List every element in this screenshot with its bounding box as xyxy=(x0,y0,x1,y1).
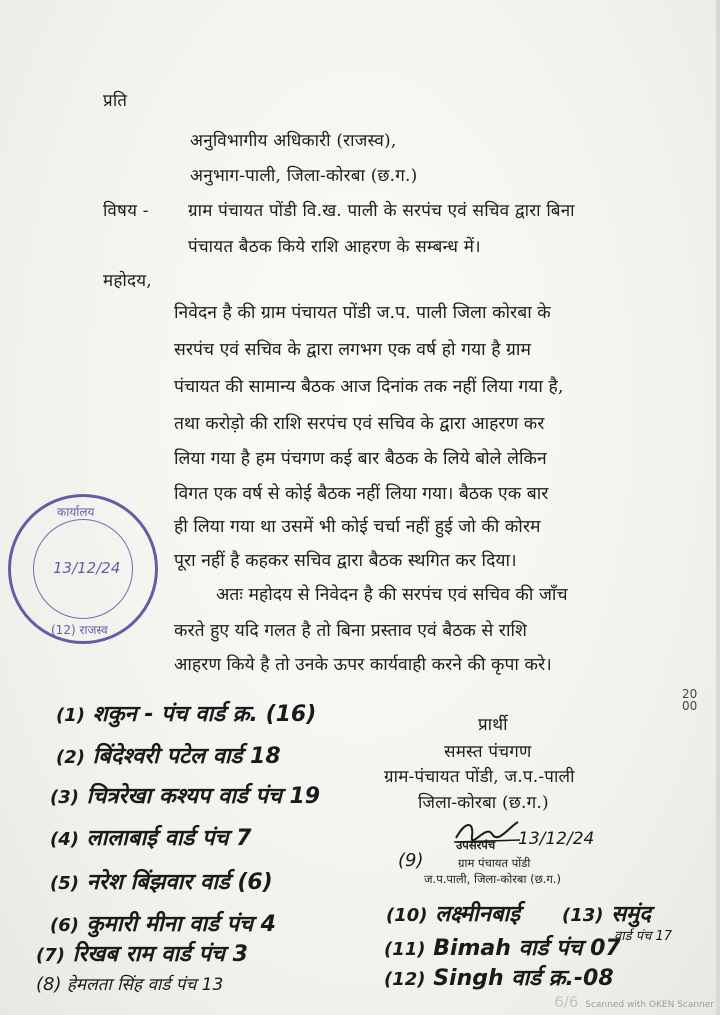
signature-text: शकुन - पंच वार्ड क्र. (16) xyxy=(92,702,317,727)
signature-text: कुमारी मीना वार्ड पंच 4 xyxy=(86,912,276,937)
signature-number: (1) xyxy=(56,705,85,726)
signature-text: लालाबाई वार्ड पंच 7 xyxy=(86,826,252,851)
signature-entry xyxy=(36,972,223,995)
body-line: करते हुए यदि गलत है तो बिना प्रस्ताव एवं बैठक से राशि xyxy=(174,621,527,641)
signature-text: नरेश बिंझवार वार्ड (6) xyxy=(86,870,273,895)
subject-line-1: ग्राम पंचायत पोंडी वि.ख. पाली के सरपंच एवं सचिव द्वारा बिना xyxy=(188,201,575,221)
prati-label: प्रति xyxy=(103,91,128,111)
signature-number: (2) xyxy=(56,747,85,768)
signature-number: (6) xyxy=(50,915,79,936)
body-line: आहरण किये है तो उनके ऊपर कार्यवाही करने की कृपा करे। xyxy=(174,655,552,675)
seal-date: 13/12/24 xyxy=(518,829,595,849)
signature-entry xyxy=(614,926,672,944)
page-edge xyxy=(716,0,720,1015)
page-number: 6/6 xyxy=(554,993,579,1011)
subject-label: विषय - xyxy=(103,201,149,221)
addressee-line-1: अनुविभागीय अधिकारी (राजस्व), xyxy=(190,131,397,151)
signature-number: (10) xyxy=(386,905,428,926)
signature-entry xyxy=(562,898,651,928)
signature-entry xyxy=(50,822,251,852)
body-line: तथा करोड़ो की राशि सरपंच एवं सचिव के द्वारा आहरण कर xyxy=(174,414,545,434)
scanner-footer xyxy=(554,993,714,1011)
applicant-line-3: जिला-कोरबा (छ.ग.) xyxy=(418,793,549,813)
addressee-line-2: अनुभाग-पाली, जिला-कोरबा (छ.ग.) xyxy=(190,166,418,186)
seal-line-1: ग्राम पंचायत पोंडी xyxy=(458,856,531,870)
applicant-line-2: ग्राम-पंचायत पोंडी, ज.प.-पाली xyxy=(384,767,575,787)
body-line: लिया गया है हम पंचगण कई बार बैठक के लिये बोले लेकिन xyxy=(174,449,547,469)
signature-text: Bimah वार्ड पंच 07 xyxy=(433,936,621,961)
signature-number: (13) xyxy=(562,905,604,926)
signature-entry xyxy=(50,780,320,810)
signature-text: समुंद xyxy=(611,902,651,927)
signature-text: लक्ष्मीनबाई xyxy=(435,902,521,927)
salutation: महोदय, xyxy=(103,271,152,291)
body-line: ही लिया गया था उसमें भी कोई चर्चा नहीं हुई जो की कोरम xyxy=(174,517,541,537)
signature-number: (5) xyxy=(50,873,79,894)
applicant-line-1: समस्त पंचगण xyxy=(444,742,532,762)
signature-text: बिंदेश्वरी पटेल वार्ड 18 xyxy=(92,744,281,769)
signature-entry xyxy=(36,938,248,968)
signature-text: हेमलता सिंह वार्ड पंच 13 xyxy=(66,975,224,995)
signature-number: (12) xyxy=(384,969,426,990)
signature-text: रिखब राम वार्ड पंच 3 xyxy=(72,942,248,967)
body-line: सरपंच एवं सचिव के द्वारा लगभग एक वर्ष हो गया है ग्राम xyxy=(174,340,531,360)
margin-note: 20 00 xyxy=(682,687,698,713)
stamp-center-text: 13/12/24 xyxy=(53,559,121,577)
office-stamp xyxy=(8,494,158,644)
applicant-title: प्रार्थी xyxy=(478,715,508,735)
body-line: अतः महोदय से निवेदन है की सरपंच एवं सचिव की जाँच xyxy=(216,585,568,605)
seal-designation: उपसरपंच xyxy=(456,838,496,852)
signature-text: Singh वार्ड क्र.-08 xyxy=(433,966,614,991)
signature-entry xyxy=(50,908,276,938)
signature-number: (4) xyxy=(50,829,79,850)
body-line: पूरा नहीं है कहकर सचिव द्वारा बैठक स्थगित कर दिया। xyxy=(174,551,517,571)
signature-text: वार्ड पंच 17 xyxy=(614,929,672,944)
signature-entry xyxy=(56,740,281,770)
signature-entry xyxy=(384,962,614,992)
stamp-bottom-text: (12) राजस्व xyxy=(51,623,108,637)
seal-line-2: ज.प.पाली, जिला-कोरबा (छ.ग.) xyxy=(424,872,561,886)
signature-number: (7) xyxy=(36,945,65,966)
signature-number: (8) xyxy=(36,974,62,995)
signature-entry xyxy=(56,698,316,728)
signature-entry xyxy=(398,850,424,871)
signature-number: (11) xyxy=(384,939,426,960)
body-line: पंचायत की सामान्य बैठक आज दिनांक तक नहीं लिया गया है, xyxy=(174,377,564,397)
subject-line-2: पंचायत बैठक किये राशि आहरण के सम्बन्ध में। xyxy=(188,237,481,257)
signature-entry xyxy=(384,932,621,962)
body-line: विगत एक वर्ष से कोई बैठक नहीं लिया गया। बैठक एक बार xyxy=(174,484,549,504)
signature-number: (9) xyxy=(398,850,424,871)
signature-text: चित्ररेखा कश्यप वार्ड पंच 19 xyxy=(86,784,321,809)
body-line: निवेदन है की ग्राम पंचायत पोंडी ज.प. पाली जिला कोरबा के xyxy=(174,303,551,323)
scanner-watermark: Scanned with OKEN Scanner xyxy=(585,1000,714,1010)
stamp-top-text: कार्यालय xyxy=(57,505,95,519)
signature-entry xyxy=(386,898,520,928)
signature-entry xyxy=(50,866,273,896)
signature-number: (3) xyxy=(50,787,79,808)
